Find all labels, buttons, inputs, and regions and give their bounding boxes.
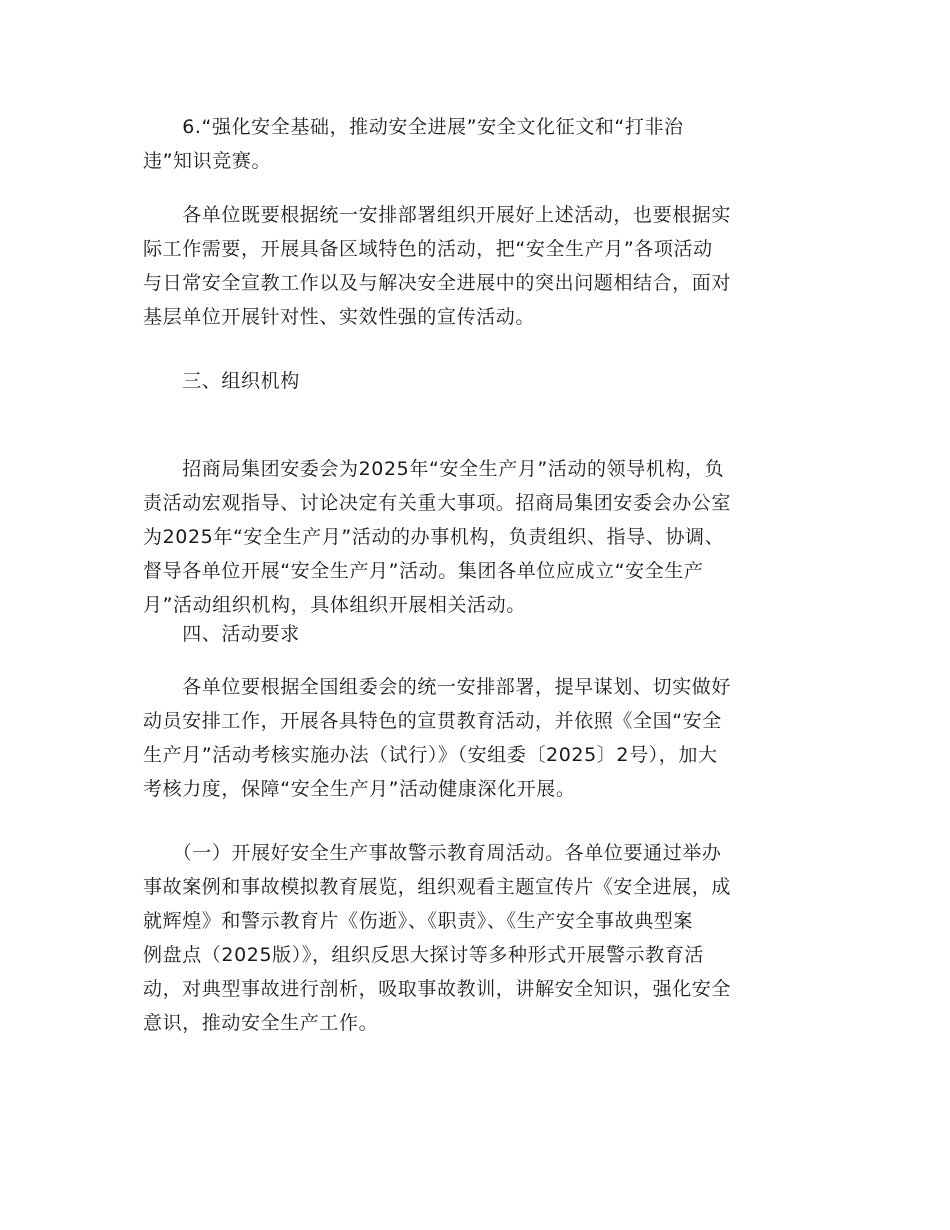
text-line: 例盘点（2025版）》，组织反思大探讨等多种形式开展警示教育活 <box>143 944 704 966</box>
paragraph-item-6 <box>143 110 813 178</box>
text-line: 各单位要根据全国组委会的统一安排部署，提早谋划、切实做好 <box>143 676 732 698</box>
text-line: 与日常安全宣教工作以及与解决安全进展中的突出问题相结合，面对 <box>143 272 732 294</box>
text-line: 动，对典型事故进行剖析，吸取事故教训，讲解安全知识，强化安全 <box>143 978 732 1000</box>
paragraph-requirements <box>143 670 813 806</box>
heading-line: 四、活动要求 <box>143 623 300 645</box>
text-line: 6.“强化安全基础，推动安全进展”安全文化征文和“打非治 <box>143 116 684 138</box>
text-line: 考核力度，保障“安全生产月”活动健康深化开展。 <box>143 778 576 800</box>
text-line: 为2025年“安全生产月”活动的办事机构，负责组织、指导、协调、 <box>143 526 725 548</box>
text-line: 督导各单位开展“安全生产月”活动。集团各单位应成立“安全生产 <box>143 560 704 582</box>
section-heading-organization <box>143 364 813 398</box>
text-line: 月”活动组织机构，具体组织开展相关活动。 <box>143 594 526 616</box>
text-line: 就辉煌》和警示教育片《伤逝》、《职责》、《生产安全事故典型案 <box>143 910 694 932</box>
paragraph-warning-education <box>143 836 813 1040</box>
text-line: 招商局集团安委会为2025年“安全生产月”活动的领导机构，负 <box>143 458 725 480</box>
paragraph-unit-activities <box>143 198 813 334</box>
text-line: 违”知识竞赛。 <box>143 150 272 172</box>
section-heading-requirements <box>143 617 813 651</box>
paragraph-organization <box>143 452 813 622</box>
text-line: 事故案例和事故模拟教育展览，组织观看主题宣传片《安全进展，成 <box>143 876 732 898</box>
text-line: 生产月”活动考核实施办法（试行）》（安组委〔2025〕2号），加大 <box>143 744 718 766</box>
text-line: 动员安排工作，开展各具特色的宣贯教育活动，并依照《全国“安全 <box>143 710 722 732</box>
heading-line: 三、组织机构 <box>143 370 300 392</box>
text-line: 基层单位开展针对性、实效性强的宣传活动。 <box>143 306 536 328</box>
text-line: 意识，推动安全生产工作。 <box>143 1012 379 1034</box>
text-line: 际工作需要，开展具备区域特色的活动，把“安全生产月”各项活动 <box>143 238 713 260</box>
text-line: 责活动宏观指导、讨论决定有关重大事项。招商局集团安委会办公室 <box>143 492 732 514</box>
text-line: （一）开展好安全生产事故警示教育周活动。各单位要通过举办 <box>143 842 722 864</box>
text-line: 各单位既要根据统一安排部署组织开展好上述活动，也要根据实 <box>143 204 732 226</box>
